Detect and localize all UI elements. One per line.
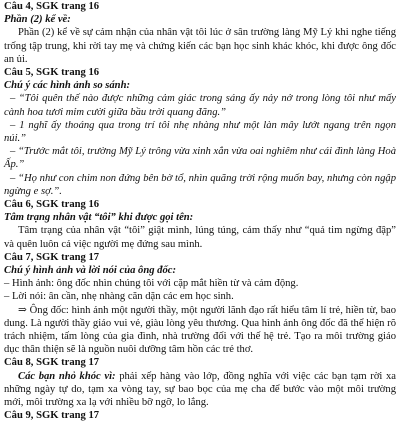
section-subheading: Chú ý các hình ảnh so sánh:	[4, 80, 130, 92]
section-paragraph	[4, 370, 396, 410]
quote-line: – “Tôi quên thế nào được những cảm giác trong sáng ấy nảy nở trong lòng tôi như mấy cành hoa tươi mỉm cười giữa bầu trời quang đãng.”	[4, 93, 396, 118]
section-subheading: Phần (2) kể về:	[4, 14, 71, 26]
quote-line: – “Họ như con chim non đứng bên bờ tổ, nhìn quãng trời rộng muốn bay, nhưng còn ngập ngừng e sợ.”.	[4, 172, 396, 197]
section-subheading: Tâm trạng nhân vật “tôi” khi được gọi tên:	[4, 212, 194, 224]
section-subheading: Chú ý hình ảnh và lời nói của ông đốc:	[4, 265, 176, 277]
section-heading: Câu 5, SGK trang 16	[4, 67, 100, 79]
quote-line: – “Trước mắt tôi, trường Mỹ Lý trông vừa xinh xắn vừa oai nghiêm như cái đình làng Hoà Ấp.”	[4, 146, 396, 171]
list-item: – Hình ảnh: ông đốc nhìn chúng tôi với cặp mắt hiền từ và cảm động.	[4, 278, 299, 290]
paragraph-text: phải xếp hàng vào lớp, đồng nghĩa với việc các bạn tạm rời xa những ngày tự do, tạm xa vòng tay, sự bao bọc của mẹ cha để bước vào một môi trường mới, môi trường xa lạ với nhiều bỡ ngỡ, lo lắng.	[4, 370, 397, 409]
list-item: – Lời nói: ân cần, nhẹ nhàng căn dặn các em học sinh.	[4, 291, 234, 303]
section-heading: Câu 8, SGK trang 17	[4, 357, 100, 369]
section-heading: Câu 4, SGK trang 16	[4, 1, 100, 12]
quote-line: – 1 nghĩ ấy thoáng qua trong trí tôi nhẹ nhàng như một làn mây lướt ngang trên ngọn núi.”	[4, 119, 396, 145]
section-paragraph: Phần (2) kể về sự cảm nhận của nhân vật tôi lúc ở sân trường làng Mỹ Lý khi nghe tiếng trống tập trung, khi rời tay mẹ và chứng kiến các bạn học sinh khác khóc, khi được ông đốc an ủi.	[4, 27, 396, 65]
section-heading: Câu 6, SGK trang 16	[4, 199, 100, 211]
conclusion-paragraph: ⇒ Ông đốc: hình ảnh một người thầy, một người lãnh đạo rất hiểu tâm lí trẻ, hiền từ, bao dung. Là người thầy giáo vui vẻ, giàu lòng yêu thương. Qua hình ảnh ông đốc đã thể hiện rõ trách nhiệm, tấm lòng của gia đình, nhà trường đối với thế hệ trẻ. Tạo ra môi trường giáo dục thân thiện sẽ là nguồn nuôi dưỡng tâm hồn các trẻ thơ.	[4, 304, 396, 356]
section-heading: Câu 9, SGK trang 17	[4, 410, 100, 422]
section-paragraph: Tâm trạng của nhân vật “tôi” giật mình, lúng túng, cảm thấy như “quả tim ngừng đập” và quên luôn cả việc người mẹ đứng sau mình.	[4, 225, 396, 250]
paragraph-lead: Các bạn nhỏ khóc vì:	[18, 370, 116, 382]
section-heading: Câu 7, SGK trang 17	[4, 251, 100, 263]
